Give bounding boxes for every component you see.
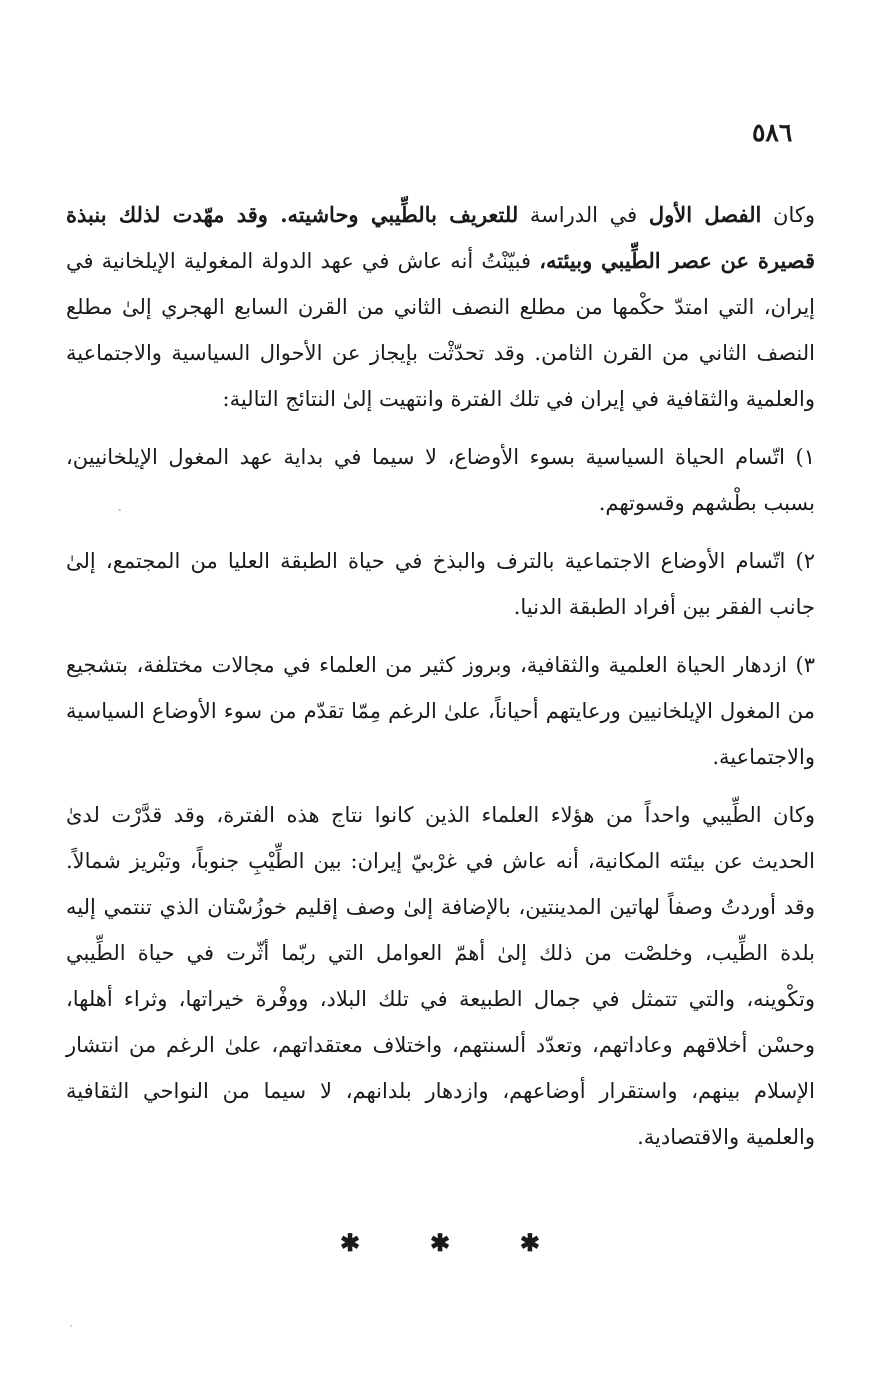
paragraph-tibi-environment: وكان الطِّيبي واحداً من هؤلاء العلماء الذين كانوا نتاج هذه الفترة، وقد قدَّرْت لدىٰ الحديث عن بيئته المكانية، أنه عاش في غرْبيّ إيران: بين الطِّيْبِ جنوباً، وتبْريز شمالاً. وقد أوردتُ وصفاً لهاتين المدينتين، بالإضافة إلىٰ وصف إقليم خوزُسْتان الذي تنتمي إليه بلدة الطِّيب، وخلصْت من ذلك إلىٰ أهمّ العوامل التي ربّما أثّرت في حياة الطِّيبي وتكْوينه، والتي تتمثل في جمال الطبيعة في تلك البلاد، ووفْرة خيراتها، وثراء أهلها، وحسْن أخلاقهم وعاداتهم، وتعدّد ألسنتهم، واختلاف معتقداتهم، علىٰ الرغم من انتشار الإسلام بينهم، واستقرار أوضاعهم، وازدهار بلدانهم، لا سيما من النواحي الثقافية والعلمية والاقتصادية. — [66, 803, 815, 1149]
paragraph-intro-text: وكان — [761, 203, 816, 227]
page-number: ٥٨٦ — [752, 118, 793, 147]
numbered-point-1: ١) اتّسام الحياة السياسية بسوء الأوضاع، لا سيما في بداية عهد المغول الإيلخانيين، بسبب بطْشهم وقسوتهم. — [66, 445, 815, 515]
numbered-point-3: ٣) ازدهار الحياة العلمية والثقافية، وبروز كثير من العلماء في مجالات مختلفة، بتشجيع من المغول الإيلخانيين ورعايتهم أحياناً، علىٰ الرغم مِمّا تقدّم من سوء الأوضاع السياسية والاجتماعية. — [66, 653, 815, 769]
numbered-point-2: ٢) اتّسام الأوضاع الاجتماعية بالترف والبذخ في حياة الطبقة العليا من المجتمع، إلىٰ جانب الفقر بين أفراد الطبقة الدنيا. — [66, 549, 815, 619]
scan-speck — [118, 509, 121, 511]
paragraph-rest-text: فبيّنْتُ أنه عاش في عهد الدولة المغولية الإيلخانية في إيران، التي امتدّ حكْمها من مطلع النصف الثاني من القرن السابع الهجري إلىٰ مطلع النصف الثاني من القرن الثامن. وقد تحدّثْت بإيجاز عن الأحوال السياسية والاجتماعية والعلمية والثقافية في إيران في تلك الفترة وانتهيت إلىٰ النتائج التالية: — [66, 249, 815, 411]
paragraph-chapter-one-summary — [66, 192, 815, 422]
chapter-one-bold-term: الفصل الأول — [648, 202, 762, 227]
scan-speck — [70, 1325, 72, 1327]
page-body — [66, 192, 815, 1160]
separator-star-icon: ✱ — [340, 1228, 361, 1257]
separator-star-icon: ✱ — [519, 1228, 540, 1257]
paragraph-bold-phrase: للتعريف بالطِّيبي وحاشيته. وقد مهّدت لذلك بنبذة قصيرة عن عصر الطِّيبي وبيئته، — [66, 202, 815, 273]
section-separator — [340, 1228, 540, 1257]
separator-star-icon: ✱ — [429, 1228, 451, 1257]
paragraph-mid-text: في الدراسة — [518, 203, 649, 227]
